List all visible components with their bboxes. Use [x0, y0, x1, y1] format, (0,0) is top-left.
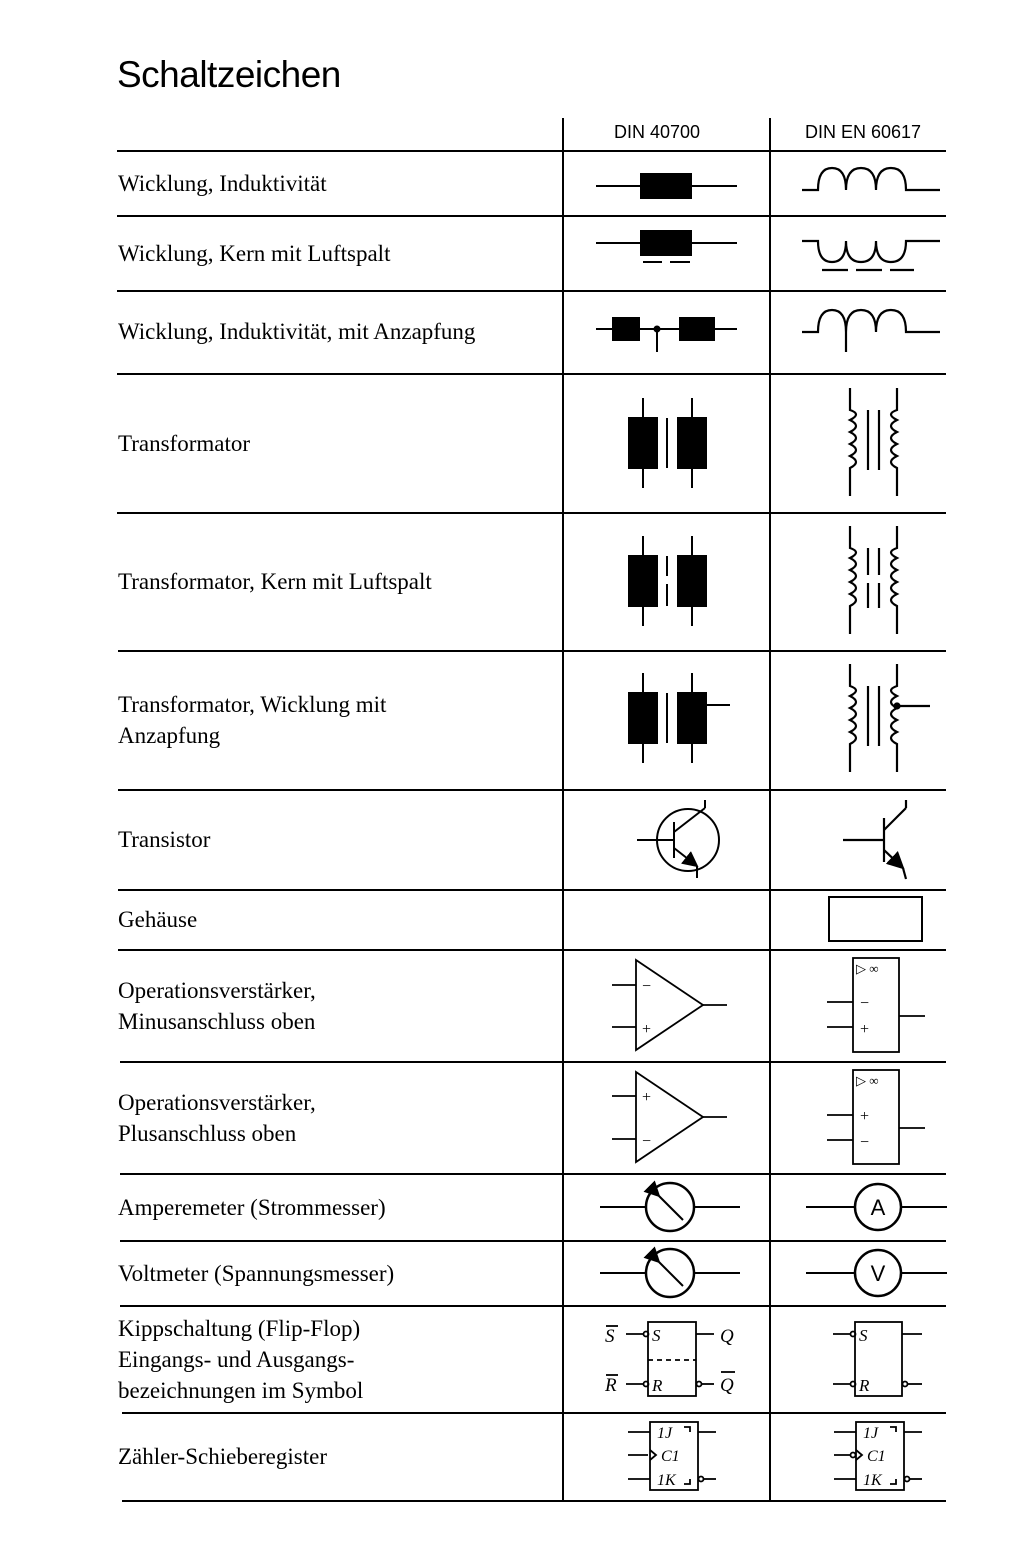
- row-label: Wicklung, Induktivität, mit Anzapfung: [118, 318, 476, 344]
- transistor-en60617-symbol: [843, 800, 906, 879]
- ff-r-inner: R: [652, 1376, 663, 1395]
- row-label: Transformator, Kern mit Luftspalt: [118, 568, 432, 594]
- transformer-tapped-en60617-symbol: [850, 664, 930, 772]
- row-label: Voltmeter (Spannungsmesser): [118, 1260, 395, 1286]
- row-label: Wicklung, Kern mit Luftspalt: [118, 240, 391, 266]
- opamp-minus-sign: −: [642, 1133, 652, 1150]
- opamp-minus-sign: −: [860, 1134, 870, 1151]
- row-label: Kippschaltung (Flip-Flop) Eingangs- und Ausgangs- bezeichnungen im Symbol: [118, 1315, 364, 1403]
- ff-q-output: Q: [720, 1326, 734, 1347]
- ammeter-din40700-symbol: [600, 1183, 740, 1231]
- transformer-gapped-core-en60617-symbol: [850, 526, 897, 634]
- inductor-din40700-symbol: [596, 174, 737, 198]
- row-label: Amperemeter (Strommesser): [118, 1194, 386, 1220]
- opamp-gain-label: ▷ ∞: [856, 1073, 879, 1088]
- inductor-gapped-core-en60617-symbol: [802, 241, 940, 270]
- ff-s-inner: S: [859, 1326, 868, 1345]
- transistor-din40700-symbol: [637, 800, 719, 878]
- ammeter-label: A: [870, 1195, 886, 1220]
- housing-en60617-symbol: [829, 897, 922, 941]
- reg-c-label: C1: [661, 1448, 680, 1465]
- reg-k-label: 1K: [657, 1472, 676, 1489]
- opamp-plus-sign: +: [860, 1108, 870, 1125]
- row-label: Operationsverstärker, Plusanschluss oben: [118, 1090, 316, 1146]
- row-label: Zähler-Schieberegister: [118, 1444, 327, 1469]
- opamp-minus-sign: −: [860, 995, 870, 1012]
- opamp-plus-sign: +: [642, 1021, 652, 1038]
- row-label: Transformator, Wicklung mit Anzapfung: [118, 692, 387, 748]
- opamp-plus-top-din40700-symbol: [612, 1072, 727, 1162]
- transformer-en60617-symbol: [850, 388, 897, 496]
- reg-j-label: 1J: [863, 1425, 879, 1442]
- opamp-plus-sign: +: [642, 1089, 652, 1106]
- opamp-plus-sign: +: [860, 1021, 870, 1038]
- voltmeter-label: V: [870, 1261, 886, 1286]
- ff-s-inner: S: [652, 1326, 661, 1345]
- voltmeter-din40700-symbol: [600, 1249, 740, 1297]
- flipflop-en60617-symbol: [833, 1322, 922, 1396]
- opamp-minus-top-din40700-symbol: [612, 960, 727, 1050]
- transformer-tapped-din40700-symbol: [629, 673, 730, 763]
- transformer-gapped-core-din40700-symbol: [629, 536, 706, 626]
- inductor-tapped-en60617-symbol: [802, 310, 940, 352]
- opamp-minus-sign: −: [642, 978, 652, 995]
- column-header-din-en-60617: DIN EN 60617: [805, 122, 922, 142]
- reg-j-label: 1J: [657, 1425, 673, 1442]
- ff-r-inner: R: [859, 1376, 870, 1395]
- reg-c-label: C1: [867, 1448, 886, 1465]
- row-label: Transformator: [118, 430, 251, 456]
- row-label: Wicklung, Induktivität: [118, 170, 327, 196]
- page-title: Schaltzeichen: [117, 54, 341, 95]
- flipflop-din40700-symbol: [606, 1322, 735, 1396]
- transformer-din40700-symbol: [629, 398, 706, 488]
- reg-k-label: 1K: [863, 1472, 882, 1489]
- inductor-en60617-symbol: [802, 168, 940, 190]
- opamp-gain-label: ▷ ∞: [856, 961, 879, 976]
- inductor-tapped-din40700-symbol: [596, 318, 737, 352]
- row-label: Gehäuse: [118, 907, 198, 932]
- row-label: Transistor: [118, 827, 211, 852]
- ff-s-input-outer: S: [605, 1326, 615, 1347]
- inductor-gapped-core-din40700-symbol: [596, 231, 737, 262]
- ff-r-input-outer: R: [605, 1375, 617, 1396]
- ff-qbar-output: Q: [720, 1375, 734, 1396]
- column-header-din-40700: DIN 40700: [614, 122, 701, 142]
- row-label: Operationsverstärker, Minusanschluss oben: [118, 978, 316, 1034]
